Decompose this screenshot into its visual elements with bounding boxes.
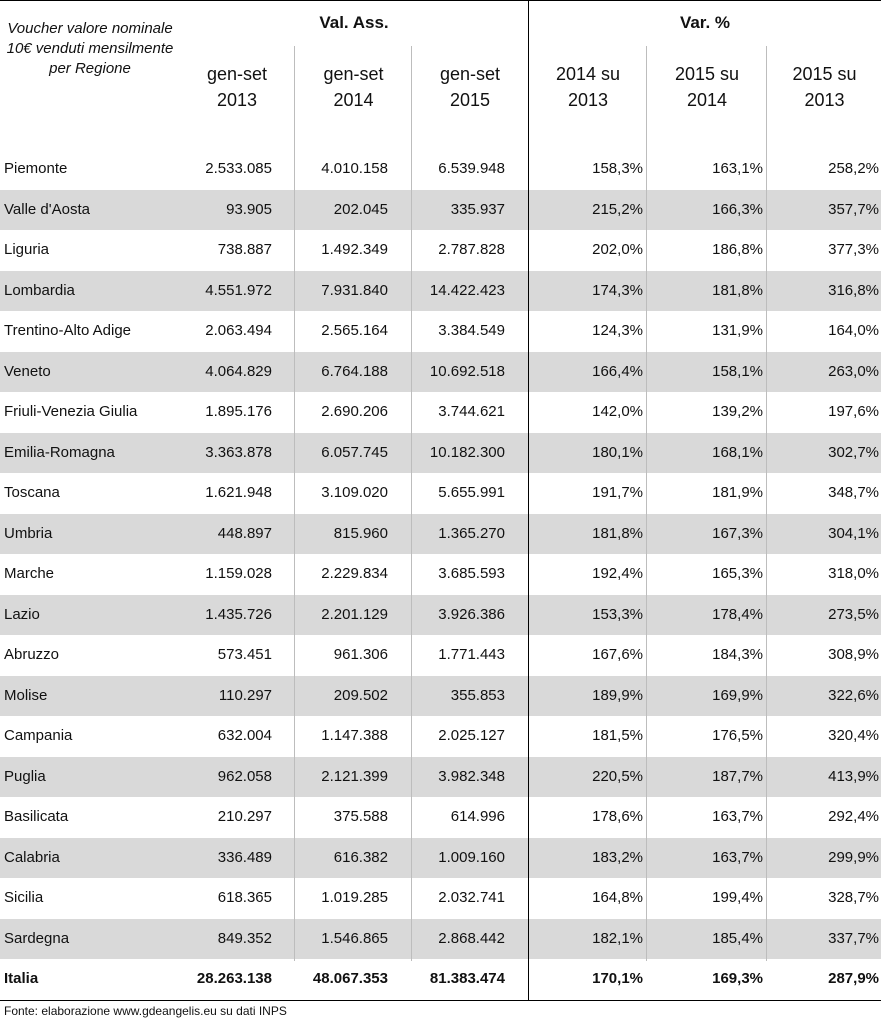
value-cell: 815.960 [333, 524, 388, 542]
value-cell: 1.365.270 [438, 524, 505, 542]
column-divider [411, 46, 412, 961]
value-cell: 318,0% [828, 565, 879, 582]
value-cell: 2.868.442 [438, 929, 505, 947]
table-row [0, 392, 881, 432]
value-cell: 618.365 [217, 889, 272, 906]
value-cell: 209.502 [333, 686, 388, 704]
value-cell: 3.982.348 [438, 767, 505, 785]
table-row [0, 797, 881, 837]
value-cell: 169,9% [712, 686, 763, 704]
value-cell: 210.297 [217, 808, 272, 825]
value-cell: 1.771.443 [438, 646, 505, 663]
region-name: Piemonte [4, 160, 68, 177]
value-cell: 5.655.991 [438, 484, 505, 501]
value-cell: 448.897 [217, 524, 272, 542]
value-cell: 1.621.948 [205, 484, 272, 501]
region-name: Abruzzo [4, 646, 60, 663]
value-cell: 375.588 [333, 808, 388, 825]
value-cell: 183,2% [592, 848, 643, 866]
value-cell: 738.887 [217, 241, 272, 258]
value-cell: 163,7% [712, 808, 763, 825]
group-title-absolute: Val. Ass. [319, 13, 389, 32]
value-cell: 4.010.158 [321, 160, 388, 177]
table-row [0, 514, 881, 554]
value-cell: 357,7% [828, 200, 879, 218]
region-name: Calabria [4, 848, 60, 866]
region-name: Emilia-Romagna [4, 443, 115, 461]
value-cell: 273,5% [828, 605, 879, 623]
value-cell: 2.032.741 [438, 889, 505, 906]
value-cell: 632.004 [217, 727, 272, 744]
value-cell: 2.025.127 [438, 727, 505, 744]
value-cell: 158,3% [592, 160, 643, 177]
value-cell: 322,6% [828, 686, 879, 704]
table-row [0, 311, 881, 351]
value-cell: 28.263.138 [196, 970, 272, 987]
region-name: Umbria [4, 524, 53, 542]
value-cell: 167,6% [592, 646, 643, 663]
value-cell: 166,4% [592, 362, 643, 380]
value-cell: 3.926.386 [438, 605, 505, 623]
value-cell: 2.201.129 [321, 605, 388, 623]
value-cell: 3.363.878 [205, 443, 272, 461]
value-cell: 2.533.085 [205, 160, 272, 177]
region-name: Italia [4, 970, 39, 987]
value-cell: 176,5% [712, 727, 763, 744]
value-cell: 186,8% [712, 241, 763, 258]
column-header: 2015 su 2013 [792, 64, 857, 110]
value-cell: 335.937 [450, 200, 505, 218]
value-cell: 4.064.829 [205, 362, 272, 380]
value-cell: 215,2% [592, 200, 643, 218]
region-name: Lazio [4, 605, 40, 623]
region-name: Basilicata [4, 808, 69, 825]
column-header: gen-set 2015 [439, 64, 501, 110]
column-divider [766, 46, 767, 961]
value-cell: 189,9% [592, 686, 643, 704]
region-name: Marche [4, 565, 55, 582]
value-cell: 166,3% [712, 200, 763, 218]
column-divider [646, 46, 647, 961]
value-cell: 263,0% [828, 362, 879, 380]
value-cell: 167,3% [712, 524, 763, 542]
value-cell: 614.996 [450, 808, 505, 825]
value-cell: 299,9% [828, 848, 879, 866]
table-row [0, 554, 881, 594]
region-name: Campania [4, 727, 73, 744]
value-cell: 202,0% [592, 241, 643, 258]
value-cell: 573.451 [217, 646, 272, 663]
value-cell: 191,7% [592, 484, 643, 501]
value-cell: 4.551.972 [205, 281, 272, 299]
value-cell: 377,3% [828, 241, 879, 258]
value-cell: 181,8% [592, 524, 643, 542]
value-cell: 3.744.621 [438, 403, 505, 420]
value-cell: 174,3% [592, 281, 643, 299]
value-cell: 2.690.206 [321, 403, 388, 420]
table-row [0, 149, 881, 189]
value-cell: 337,7% [828, 929, 879, 947]
region-name: Valle d'Aosta [4, 200, 90, 218]
value-cell: 1.895.176 [205, 403, 272, 420]
value-cell: 1.147.388 [321, 727, 388, 744]
value-cell: 2.565.164 [321, 322, 388, 339]
section-divider [528, 1, 529, 1001]
value-cell: 124,3% [592, 322, 643, 339]
source-note: Fonte: elaborazione www.gdeangelis.eu su dati INPS [4, 1004, 287, 1018]
table-row [0, 230, 881, 270]
value-cell: 308,9% [828, 646, 879, 663]
table-row [0, 757, 881, 797]
value-cell: 181,9% [712, 484, 763, 501]
value-cell: 320,4% [828, 727, 879, 744]
value-cell: 14.422.423 [429, 281, 505, 299]
region-name: Sicilia [4, 889, 44, 906]
table-row [0, 595, 881, 635]
value-cell: 199,4% [712, 889, 763, 906]
column-header: gen-set 2013 [206, 64, 268, 110]
region-name: Lombardia [4, 281, 75, 299]
value-cell: 348,7% [828, 484, 879, 501]
value-cell: 110.297 [218, 686, 272, 704]
value-cell: 1.435.726 [205, 605, 272, 623]
value-cell: 181,8% [712, 281, 763, 299]
value-cell: 961.306 [333, 646, 388, 663]
value-cell: 197,6% [828, 403, 879, 420]
table-row [0, 919, 881, 959]
column-divider [294, 46, 295, 961]
value-cell: 185,4% [712, 929, 763, 947]
value-cell: 184,3% [712, 646, 763, 663]
value-cell: 220,5% [592, 767, 643, 785]
value-cell: 6.057.745 [321, 443, 388, 461]
total-row [0, 959, 881, 999]
region-name: Toscana [4, 484, 60, 501]
value-cell: 187,7% [712, 767, 763, 785]
table-row [0, 635, 881, 675]
value-cell: 336.489 [217, 848, 272, 866]
value-cell: 1.009.160 [438, 848, 505, 866]
value-cell: 192,4% [592, 565, 643, 582]
value-cell: 849.352 [217, 929, 272, 947]
value-cell: 93.905 [226, 200, 272, 218]
value-cell: 170,1% [592, 970, 643, 987]
value-cell: 2.787.828 [438, 241, 505, 258]
value-cell: 302,7% [828, 443, 879, 461]
value-cell: 142,0% [592, 403, 643, 420]
value-cell: 168,1% [712, 443, 763, 461]
value-cell: 202.045 [333, 200, 388, 218]
value-cell: 178,6% [592, 808, 643, 825]
table-row [0, 473, 881, 513]
value-cell: 10.182.300 [429, 443, 505, 461]
value-cell: 1.492.349 [321, 241, 388, 258]
value-cell: 962.058 [217, 767, 272, 785]
value-cell: 3.384.549 [438, 322, 505, 339]
value-cell: 328,7% [828, 889, 879, 906]
column-header: 2014 su 2013 [555, 64, 621, 110]
value-cell: 139,2% [712, 403, 763, 420]
table-row [0, 716, 881, 756]
region-name: Veneto [4, 362, 51, 380]
value-cell: 2.121.399 [321, 767, 388, 785]
value-cell: 1.159.028 [205, 565, 272, 582]
value-cell: 2.063.494 [205, 322, 272, 339]
value-cell: 164,0% [828, 322, 879, 339]
value-cell: 169,3% [712, 970, 763, 987]
region-name: Friuli-Venezia Giulia [4, 403, 138, 420]
value-cell: 3.685.593 [438, 565, 505, 582]
value-cell: 413,9% [828, 767, 879, 785]
table-row [0, 676, 881, 716]
value-cell: 292,4% [828, 808, 879, 825]
value-cell: 158,1% [712, 362, 763, 380]
value-cell: 3.109.020 [321, 484, 388, 501]
value-cell: 178,4% [712, 605, 763, 623]
value-cell: 131,9% [712, 322, 763, 339]
region-name: Molise [4, 686, 48, 704]
value-cell: 258,2% [828, 160, 879, 177]
table-row [0, 271, 881, 311]
column-header: 2015 su 2014 [674, 64, 740, 110]
value-cell: 6.764.188 [321, 362, 388, 380]
value-cell: 616.382 [333, 848, 388, 866]
column-header: gen-set 2014 [323, 64, 384, 110]
value-cell: 48.067.353 [312, 970, 388, 987]
group-title-variation: Var. % [679, 13, 731, 32]
value-cell: 163,7% [712, 848, 763, 866]
value-cell: 81.383.474 [429, 970, 505, 987]
value-cell: 164,8% [592, 889, 643, 906]
region-name: Puglia [4, 767, 46, 785]
value-cell: 287,9% [828, 970, 879, 987]
value-cell: 316,8% [828, 281, 879, 299]
value-cell: 165,3% [712, 565, 763, 582]
region-name: Trentino-Alto Adige [4, 322, 132, 339]
value-cell: 180,1% [592, 443, 643, 461]
table-row [0, 878, 881, 918]
value-cell: 182,1% [592, 929, 643, 947]
table-row [0, 838, 881, 878]
region-name: Sardegna [4, 929, 70, 947]
row-label-header: Voucher valore nominale 10€ venduti mensilmente per Regione [6, 20, 174, 77]
value-cell: 2.229.834 [321, 565, 388, 582]
value-cell: 1.019.285 [321, 889, 388, 906]
value-cell: 163,1% [712, 160, 763, 177]
table-row [0, 190, 881, 230]
region-name: Liguria [4, 241, 50, 258]
value-cell: 10.692.518 [429, 362, 505, 380]
value-cell: 6.539.948 [438, 160, 505, 177]
value-cell: 7.931.840 [321, 281, 388, 299]
table-row [0, 352, 881, 392]
value-cell: 153,3% [592, 605, 643, 623]
value-cell: 304,1% [828, 524, 879, 542]
value-cell: 355.853 [450, 686, 505, 704]
value-cell: 181,5% [592, 727, 643, 744]
value-cell: 1.546.865 [321, 929, 388, 947]
table-row [0, 433, 881, 473]
